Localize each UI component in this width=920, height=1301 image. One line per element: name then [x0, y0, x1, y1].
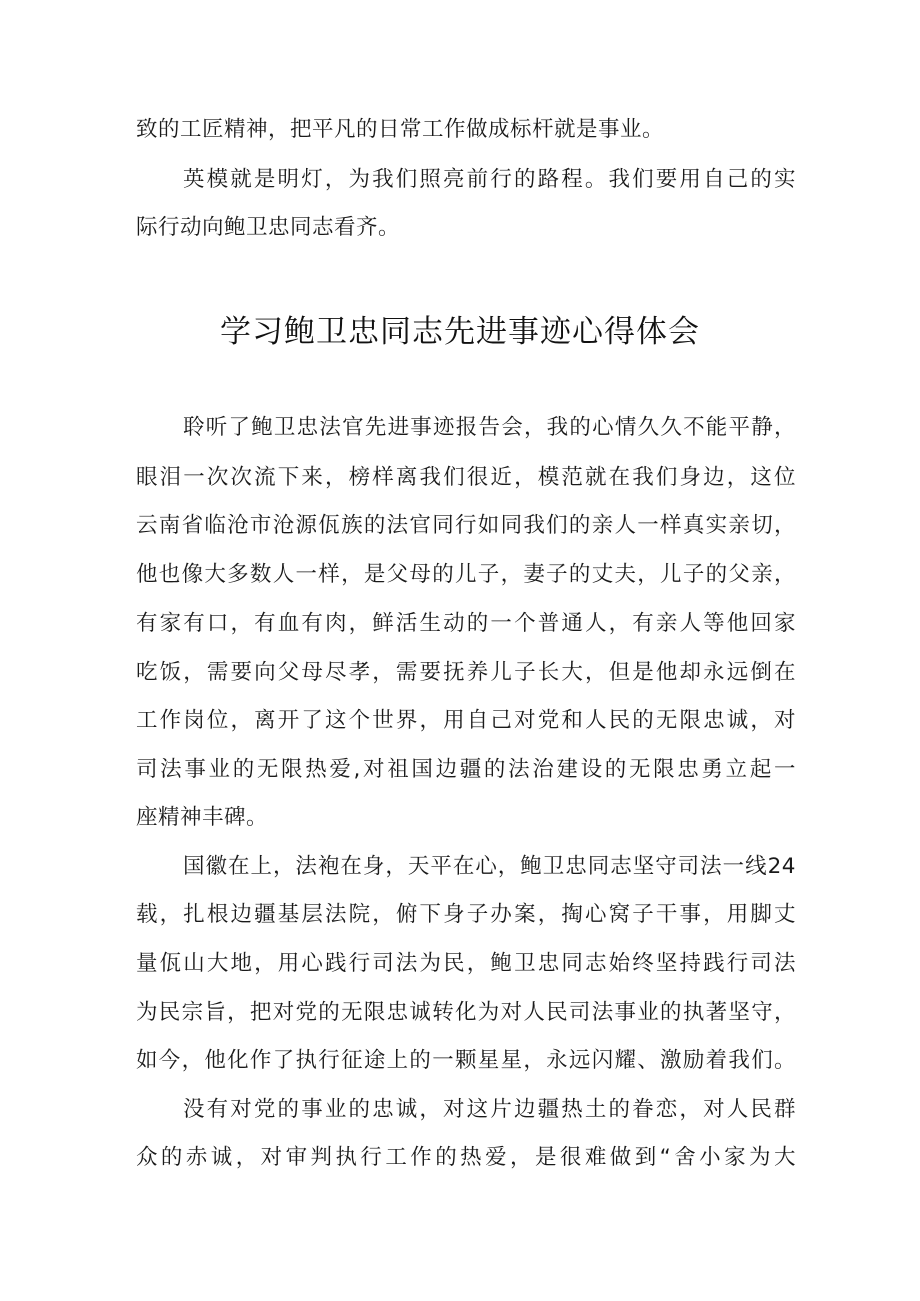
paragraph-1-line-5: 有家有口，有血有肉，鲜活生动的一个普通人，有亲人等他回家 — [136, 611, 796, 636]
paragraph-3-line-1: 没有对党的事业的忠诚，对这片边疆热土的眷恋，对人民群 — [183, 1097, 796, 1122]
paragraph-1-line-7: 工作岗位，离开了这个世界，用自己对党和人民的无限忠诚，对 — [136, 708, 796, 733]
paragraph-2-line-4: 为民宗旨，把对党的无限忠诚转化为对人民司法事业的执著坚守， — [136, 1000, 796, 1025]
intro-line-1: 致的工匠精神，把平凡的日常工作做成标杆就是事业。 — [136, 117, 665, 142]
paragraph-2-line-2: 载，扎根边疆基层法院，俯下身子办案，掏心窝子干事，用脚丈 — [136, 902, 796, 927]
paragraph-1-line-4: 他也像大多数人一样，是父母的儿子，妻子的丈夫，儿子的父亲， — [136, 562, 796, 587]
paragraph-1-line-6: 吃饭，需要向父母尽孝，需要抚养儿子长大，但是他却永远倒在 — [136, 660, 796, 685]
paragraph-1-line-8: 司法事业的无限热爱,对祖国边疆的法治建设的无限忠勇立起一 — [136, 757, 796, 782]
paragraph-2-line-5: 如今，他化作了执行征途上的一颗星星，永远闪耀、激励着我们。 — [136, 1048, 796, 1073]
paragraph-1-line-9: 座精神丰碑。 — [136, 805, 269, 830]
paragraph-2-line-1: 国徽在上，法袍在身，天平在心，鲍卫忠同志坚守司法一线24 — [183, 854, 796, 879]
paragraph-2-line-3: 量佤山大地，用心践行司法为民，鲍卫忠同志始终坚持践行司法 — [136, 951, 796, 976]
paragraph-3-line-2: 众的赤诚，对审判执行工作的热爱，是很难做到“舍小家为大 — [136, 1145, 796, 1170]
intro-line-3: 际行动向鲍卫忠同志看齐。 — [136, 215, 401, 240]
intro-line-2: 英模就是明灯，为我们照亮前行的路程。我们要用自己的实 — [183, 167, 796, 192]
paragraph-1-line-2: 眼泪一次次流下来，榜样离我们很近，模范就在我们身边，这位 — [136, 465, 796, 490]
paragraph-1-line-1: 聆听了鲍卫忠法官先进事迹报告会，我的心情久久不能平静， — [183, 415, 796, 440]
document-title: 学习鲍卫忠同志先进事迹心得体会 — [220, 314, 700, 350]
paragraph-1-line-3: 云南省临沧市沧源佤族的法官同行如同我们的亲人一样真实亲切， — [136, 513, 796, 538]
